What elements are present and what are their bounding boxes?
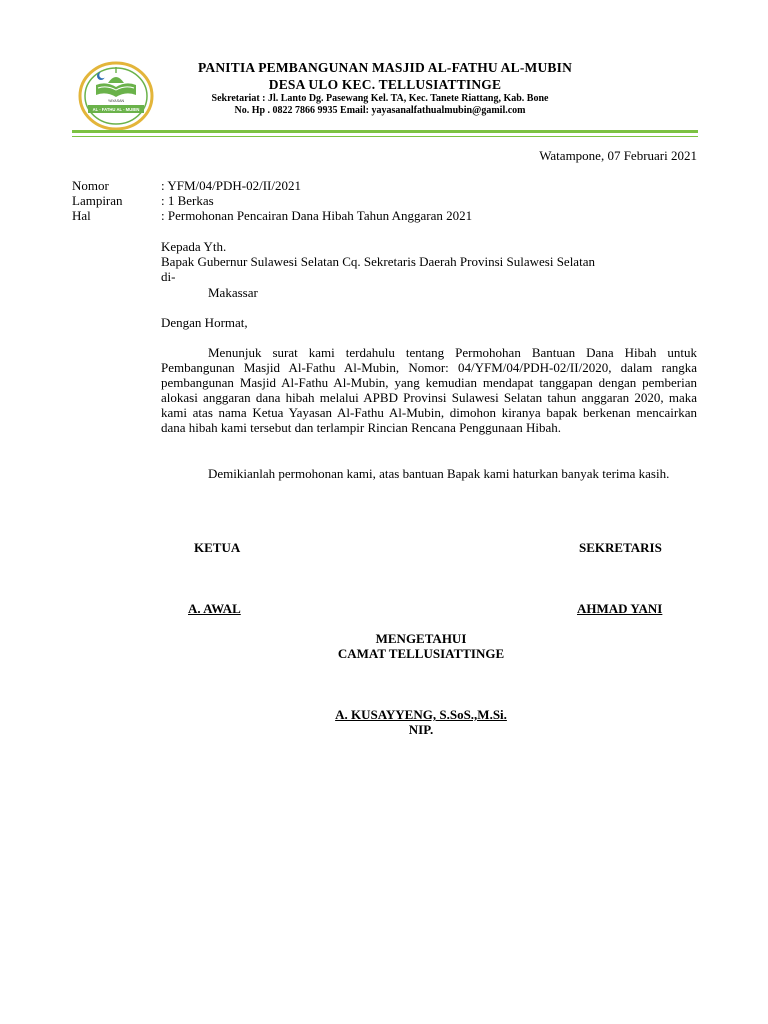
meta-label-nomor: Nomor (72, 178, 109, 193)
signature-right-name: AHMAD YANI (577, 601, 663, 616)
acknowledge-nip: NIP. (408, 722, 434, 737)
body-paragraph-2-text: Demikianlah permohonan kami, atas bantuan Bapak kami haturkan banyak terima kasih. (208, 466, 670, 481)
meta-label-lampiran: Lampiran (72, 193, 123, 208)
logo-small-text: YAYASAN (107, 99, 125, 103)
letter-date: Watampone, 07 Februari 2021 (539, 148, 697, 163)
meta-value-hal: : Permohonan Pencairan Dana Hibah Tahun Anggaran 2021 (161, 208, 473, 223)
acknowledge-name: A. KUSAYYENG, S.SoS.,M.Si. (335, 707, 507, 722)
signature-left-title: KETUA (194, 540, 241, 555)
salutation: Dengan Hormat, (161, 315, 248, 330)
org-subtitle: DESA ULO KEC. TELLUSIATTINGE (268, 77, 502, 92)
recipient-name: Bapak Gubernur Sulawesi Selatan Cq. Sekretaris Daerah Provinsi Sulawesi Selatan (161, 254, 595, 269)
letterhead (0, 0, 768, 140)
org-address: Sekretariat : Jl. Lanto Dg. Pasewang Kel. TA, Kec. Tanete Riattang, Kab. Bone (211, 93, 549, 104)
header-rule-thick (72, 130, 698, 133)
acknowledge-line-2: CAMAT TELLUSIATTINGE (337, 646, 505, 661)
body-paragraph-1-text: Menunjuk surat kami terdahulu tentang Permohohan Bantuan Dana Hibah untuk Pembangunan Masjid Al-Fathu Al-Mubin, Nomor: 04/YFM/04/PDH-02/II/2020, dalam rangka pembangunan Masjid Al-Fathu Al-Mubin, yang kemudian mendapat tanggapan dengan pemberian alokasi anggaran dana hibah melalui APBD Provinsi Sulawesi Selatan tahun anggaran 2020, maka kami atas nama Ketua Yayasan Al-Fathu Al-Mubin, dimohon kiranya bapak berkenan mencairkan dana hibah kami tersebut dan terlampir Rincian Rencana Penggunaan Hibah. (161, 345, 697, 435)
recipient-di: di- (161, 269, 176, 284)
meta-value-lampiran: : 1 Berkas (161, 193, 214, 208)
signature-left-name: A. AWAL (188, 601, 241, 616)
body-paragraph-1 (161, 345, 697, 435)
meta-label-hal: Hal (72, 208, 91, 223)
org-contact: No. Hp . 0822 7866 9935 Email: yayasanalfathualmubin@gamil.com (234, 105, 526, 116)
recipient-city: Makassar (208, 285, 258, 300)
acknowledge-line-1: MENGETAHUI (375, 631, 467, 646)
recipient-greeting: Kepada Yth. (161, 239, 227, 254)
header-rule-thin (72, 136, 698, 137)
signature-right-title: SEKRETARIS (579, 540, 662, 555)
meta-value-nomor: : YFM/04/PDH-02/II/2021 (161, 178, 301, 193)
body-paragraph-2 (161, 466, 697, 481)
logo-name-text: AL - FATHU AL - MUBIN (92, 107, 140, 112)
org-title: PANITIA PEMBANGUNAN MASJID AL-FATHU AL-MUBIN (197, 60, 573, 75)
acknowledge-name-wrap (161, 707, 681, 723)
